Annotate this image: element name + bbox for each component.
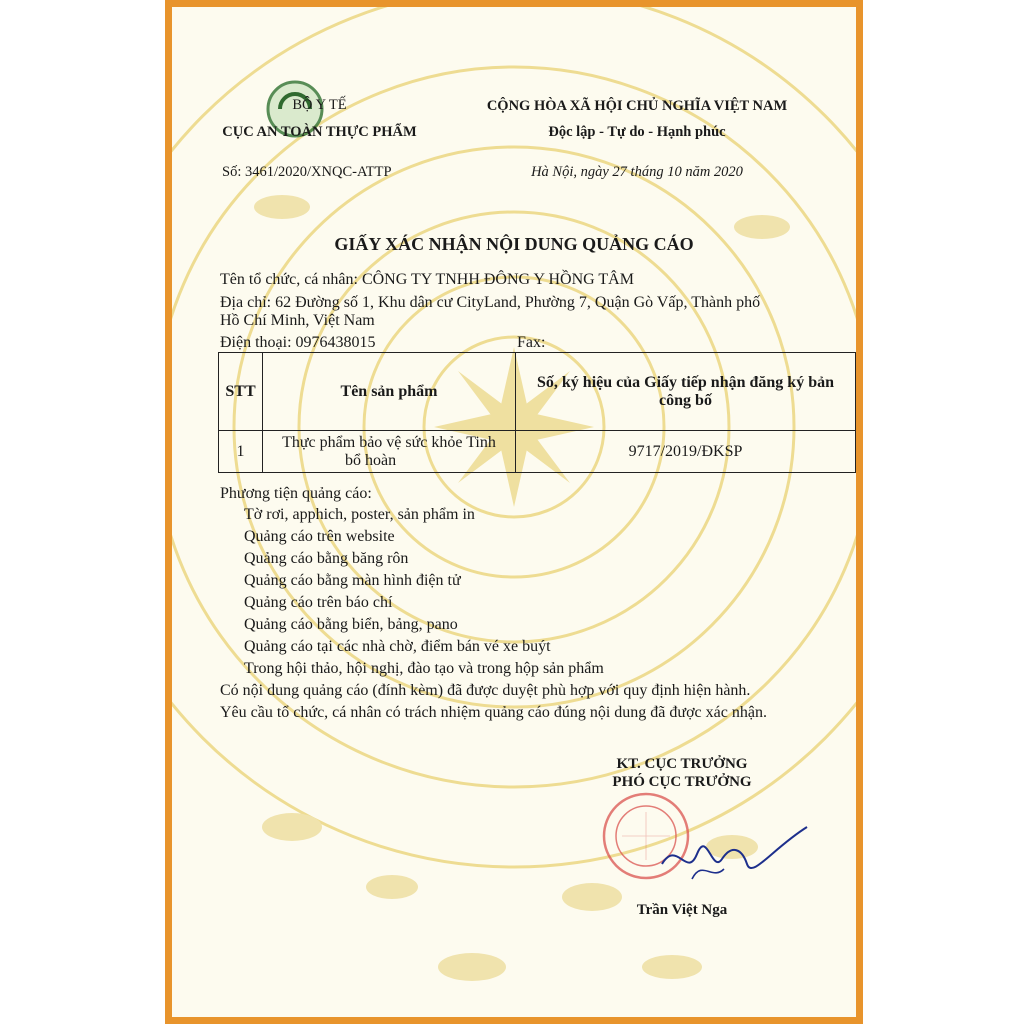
product-table bbox=[218, 352, 856, 473]
table-header-registration-line1: Số, ký hiệu của Giấy tiếp nhận đăng ký bản bbox=[537, 373, 834, 391]
table-header-product: Tên sản phẩm bbox=[263, 353, 516, 431]
table-header-stt: STT bbox=[219, 353, 263, 431]
media-heading: Phương tiện quảng cáo: bbox=[220, 485, 372, 502]
table-row bbox=[219, 431, 856, 473]
issue-date: Hà Nội, ngày 27 tháng 10 năm 2020 bbox=[531, 164, 743, 180]
product-name-line1: Thực phẩm bảo vệ sức khỏe Tinh bbox=[282, 433, 496, 451]
organization-name: Tên tổ chức, cá nhân: CÔNG TY TNHH ĐÔNG Y HỒNG TÂM bbox=[220, 271, 634, 288]
table-header-registration-line2: công bố bbox=[659, 391, 712, 409]
media-item: Quảng cáo bằng băng rôn bbox=[244, 550, 409, 567]
national-motto: Độc lập - Tự do - Hạnh phúc bbox=[548, 124, 726, 140]
organization-fax: Fax: bbox=[517, 334, 546, 351]
table-header-registration bbox=[516, 353, 856, 431]
department-name: CỤC AN TOÀN THỰC PHẨM bbox=[222, 124, 417, 140]
product-name-line2: bổ hoàn bbox=[345, 451, 397, 469]
table-cell-product bbox=[263, 431, 516, 473]
organization-address-line1: Địa chỉ: 62 Đường số 1, Khu dân cư CityLand, Phường 7, Quận Gò Vấp, Thành phố bbox=[220, 294, 761, 311]
media-item: Quảng cáo bằng biển, bảng, pano bbox=[244, 616, 458, 633]
media-item: Quảng cáo trên báo chí bbox=[244, 594, 393, 611]
table-header-row bbox=[219, 353, 856, 431]
signature-icon bbox=[652, 819, 812, 889]
media-item: Quảng cáo bằng màn hình điện tử bbox=[244, 572, 461, 589]
document-number: Số: 3461/2020/XNQC-ATTP bbox=[222, 164, 392, 180]
approval-statement: Có nội dung quảng cáo (đính kèm) đã được duyệt phù hợp với quy định hiện hành. bbox=[220, 682, 751, 699]
document-title: GIẤY XÁC NHẬN NỘI DUNG QUẢNG CÁO bbox=[334, 234, 694, 254]
organization-address-line2: Hồ Chí Minh, Việt Nam bbox=[220, 312, 375, 329]
table-cell-stt: 1 bbox=[219, 431, 263, 473]
media-item: Quảng cáo trên website bbox=[244, 528, 395, 545]
organization-phone: Điện thoại: 0976438015 bbox=[220, 334, 376, 351]
country-name: CỘNG HÒA XÃ HỘI CHỦ NGHĨA VIỆT NAM bbox=[486, 98, 788, 114]
table-cell-registration: 9717/2019/ĐKSP bbox=[516, 431, 856, 473]
certificate-page bbox=[165, 0, 863, 1024]
media-item: Tờ rơi, apphich, poster, sản phẩm in bbox=[244, 506, 475, 523]
signer-name: Trần Việt Nga bbox=[636, 902, 728, 918]
media-item: Trong hội thảo, hội nghị, đào tạo và trong hộp sản phẩm bbox=[244, 660, 604, 677]
ministry-name: BỘ Y TẾ bbox=[292, 97, 347, 113]
signer-title-1: KT. CỤC TRƯỞNG bbox=[616, 756, 748, 772]
requirement-statement: Yêu cầu tổ chức, cá nhân có trách nhiệm quảng cáo đúng nội dung đã được xác nhận. bbox=[220, 704, 767, 721]
media-item: Quảng cáo tại các nhà chờ, điểm bán vé xe buýt bbox=[244, 638, 551, 655]
signer-title-2: PHÓ CỤC TRƯỞNG bbox=[612, 774, 752, 790]
